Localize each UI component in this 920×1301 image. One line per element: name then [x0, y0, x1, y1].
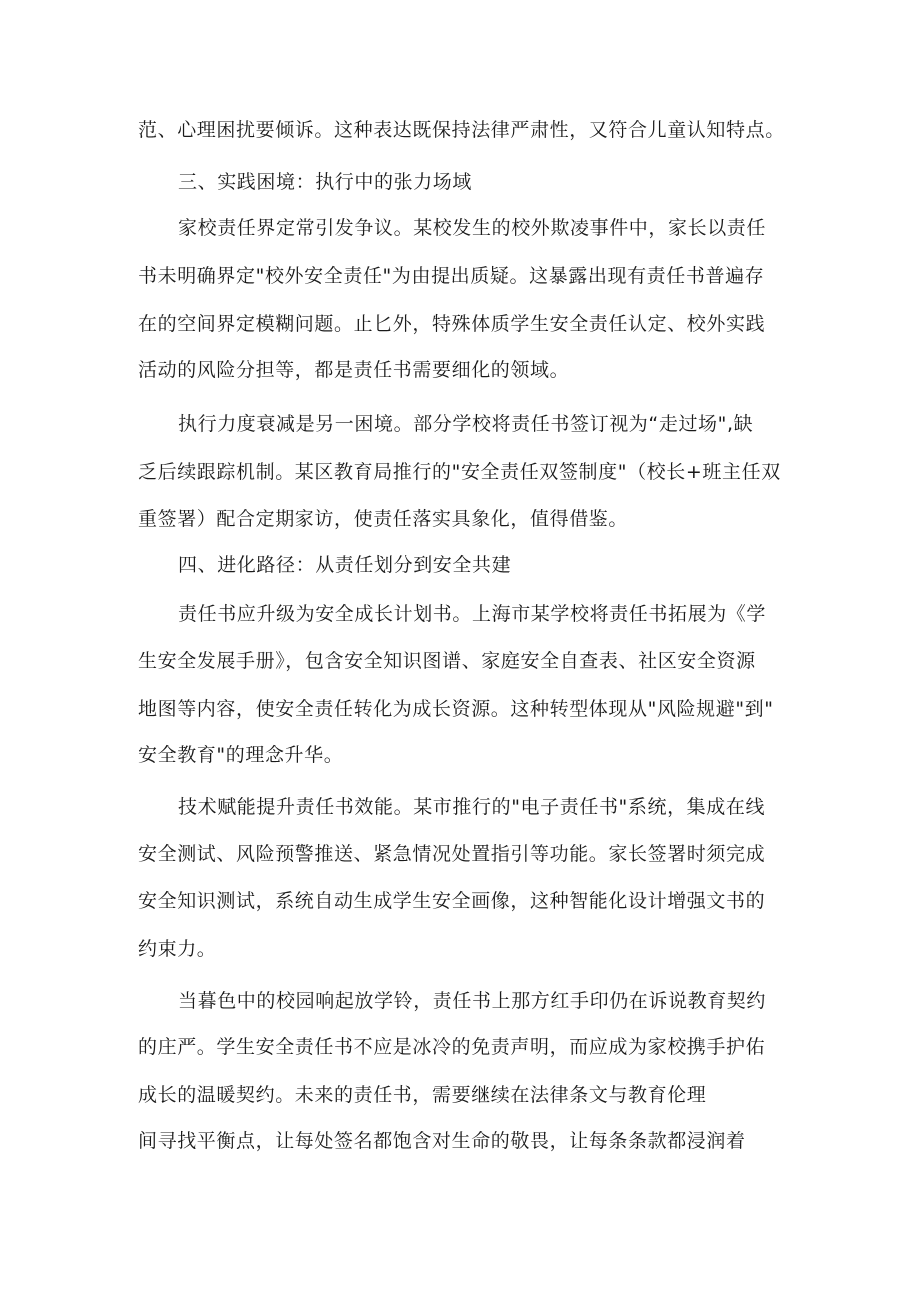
text-line: 活动的风险分担等，都是责任书需要细化的领域。: [138, 359, 570, 381]
text-line: 安全知识测试，系统自动生成学生安全画像，这种智能化设计增强文书的: [138, 890, 766, 912]
text-line: 技术赋能提升责任书效能。某市推行的"电子责任书"系统，集成在线: [178, 796, 766, 818]
text-line: 在的空间界定模糊问题。止匕外，特殊体质学生安全责任认定、校外实践: [138, 313, 766, 335]
text-line: 书未明确界定"校外安全责任"为由提出质疑。这暴露出现有责任书普遍存: [138, 265, 765, 287]
text-line: 乏后续跟踪机制。某区教育局推行的"安全责任双签制度"（校长+班主任双: [138, 461, 781, 483]
text-line: 当暮色中的校园响起放学铃，责任书上那方红手印仍在诉说教育契约: [178, 990, 767, 1012]
text-line: 生安全发展手册》，包含安全知识图谱、家庭安全自查表、社区安全资源: [138, 650, 756, 672]
text-line: 安全教育"的理念升华。: [138, 744, 344, 766]
section-heading: 三、实践困境：执行中的张力场域: [178, 171, 473, 193]
text-line: 安全测试、风险预警推送、紧急情况处置指引等功能。家长签署时须完成: [138, 843, 766, 865]
text-line: 成长的温暖契约。未来的责任书，需要继续在法律条文与教育伦理: [138, 1084, 707, 1106]
text-line: 家校责任界定常引发争议。某校发生的校外欺凌事件中，家长以责任: [178, 217, 767, 239]
text-line: 约束力。: [138, 938, 217, 960]
text-line: 地图等内容，使安全责任转化为成长资源。这种转型体现从"风险规避"到": [138, 698, 774, 720]
text-line: 间寻找平衡点，让每处签名都饱含对生命的敬畏，让每条条款都浸润着: [138, 1130, 746, 1152]
text-line: 责任书应升级为安全成长计划书。上海市某学校将责任书拓展为《学: [178, 603, 767, 625]
text-line: 执行力度衰减是另一困境。部分学校将责任书签订视为“走过场",缺: [178, 413, 754, 435]
text-line: 的庄严。学生安全责任书不应是冰冷的免责声明，而应成为家校携手护佑: [138, 1036, 766, 1058]
text-line: 重签署）配合定期家访，使责任落实具象化，值得借鉴。: [138, 508, 629, 530]
text-line: 范、心理困扰要倾诉。这种表达既保持法律严肃性，又符合儿童认知特点。: [138, 119, 785, 141]
section-heading: 四、进化路径：从责任划分到安全共建: [178, 554, 512, 576]
